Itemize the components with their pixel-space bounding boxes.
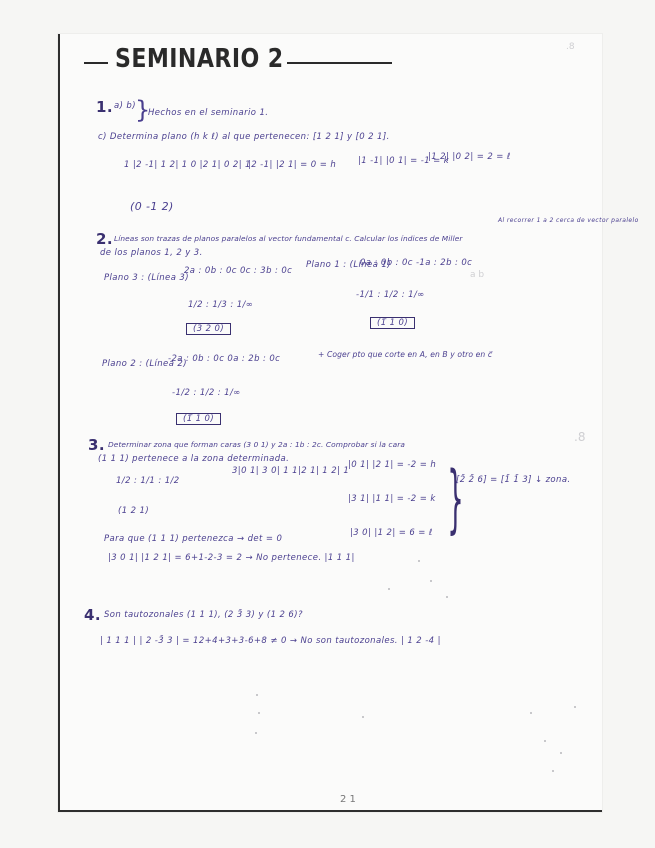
q3-text2: (1 1 1) pertenece a la zona determinada. xyxy=(98,454,290,464)
speckle xyxy=(388,588,390,590)
q3-matrix: 3|0 1| 3 0| 1 1|2 1| 1 2| 1 xyxy=(232,466,350,476)
plano1-answer xyxy=(370,318,415,328)
speckle xyxy=(530,712,532,714)
q3-number: 3. xyxy=(88,436,105,454)
speckle xyxy=(255,732,257,734)
plano1-eq: 0a : 0b : 0c -1a : 2b : 0c xyxy=(360,258,473,268)
notebook-page xyxy=(58,34,602,812)
q4-number: 4. xyxy=(84,606,101,624)
q3-pert-text: Para que (1 1 1) pertenezca → det = 0 xyxy=(104,534,283,544)
q1-matrix: 1 |2 -1| 1 2| 1 0 |2 1| 0 2| 1 xyxy=(124,160,251,170)
q2-text: Líneas son trazas de planos paralelos al vector fundamental c. Calcular los índices de Miller xyxy=(114,234,463,243)
q3-result: [2̄ 2̄ 6] = [1̄ 1̄ 3] ↓ zona. xyxy=(456,475,571,485)
q1-det-k: |1 -1| |0 1| = -1 = k xyxy=(358,156,450,166)
plano3-eq: 2a : 0b : 0c 0c : 3b : 0c xyxy=(184,266,293,276)
page-title: SEMINARIO 2 xyxy=(115,44,284,74)
speckle xyxy=(446,596,448,598)
plano2-frac: -1/2 : 1/2 : 1/∞ xyxy=(172,388,241,398)
q2-number: 2. xyxy=(96,230,113,248)
q3-det1: |0 1| |2 1| = -2 = h xyxy=(348,460,437,470)
q3-vec: (1 2 1) xyxy=(118,506,150,516)
q1-number: 1. xyxy=(96,98,113,116)
q2-note-right: + Coger pto que corte en A, en B y otro en c⃗ xyxy=(318,350,493,359)
q3-brace: } xyxy=(447,456,464,542)
plano1-faint: a b xyxy=(470,270,485,280)
speckle xyxy=(362,716,364,718)
bottom-mark: 2 1 xyxy=(340,794,356,805)
plano1-label: Plano 1 : (Línea 1) xyxy=(306,260,391,270)
q3-text: Determinar zona que forman caras (3 0 1) y 2a : 1b : 2c. Comprobar si la cara xyxy=(108,440,405,449)
plano3-answer-box: (3 2 0) xyxy=(186,323,231,335)
plano2-answer xyxy=(176,414,221,424)
plano3-label: Plano 3 : (Línea 3) xyxy=(104,273,189,283)
speckle xyxy=(560,752,562,754)
title-rule-left xyxy=(84,62,108,64)
q1-det-h: |2 -1| |2 1| = 0 = h xyxy=(248,160,337,170)
plano3-answer xyxy=(186,324,231,334)
plano2-answer-box: (1̄ 1 0) xyxy=(176,413,221,425)
plano2-eq: -2a : 0b : 0c 0a : 2b : 0c xyxy=(168,354,281,364)
speckle xyxy=(430,580,432,582)
speckle xyxy=(552,770,554,772)
q4-text: Son tautozonales (1 1 1), (2 3̄ 3) y (1 2 6)? xyxy=(104,610,303,620)
plano2-label: Plano 2 : (Línea 2) xyxy=(102,359,187,369)
q1-c-text: c) Determina plano (h k ℓ) al que pertenecen: [1 2 1] y [0 2 1]. xyxy=(98,132,390,142)
q4-det: | 1 1 1 | | 2 -3̄ 3 | = 12+4+3+3-6+8 ≠ 0 → No son tautozonales. | 1 2 -4 | xyxy=(100,636,441,646)
title-rule-right xyxy=(287,62,392,64)
q2-note: Al recorrer 1 a 2 cerca de vector paralelo xyxy=(498,217,639,224)
q3-frac: 1/2 : 1/1 : 1/2 xyxy=(116,476,180,486)
q2-text2: de los planos 1, 2 y 3. xyxy=(100,248,203,258)
q3-det-big: |3 0 1| |1 2 1| = 6+1-2-3 = 2 → No pertenece. |1 1 1| xyxy=(108,553,355,563)
q3-det3: |3 0| |1 2| = 6 = ℓ xyxy=(350,528,433,538)
speckle xyxy=(574,706,576,708)
q1-hechos: Hechos en el seminario 1. xyxy=(148,108,269,118)
plano1-frac: -1/1 : 1/2 : 1/∞ xyxy=(356,290,425,300)
q3-det2: |3 1| |1 1| = -2 = k xyxy=(348,494,436,504)
speckle xyxy=(544,740,546,742)
speckle xyxy=(256,694,258,696)
q1-det-l: |1 2| |0 2| = 2 = ℓ xyxy=(428,152,511,162)
q1-ab: a) b) xyxy=(114,101,136,111)
speckle xyxy=(258,712,260,714)
plano3-frac: 1/2 : 1/3 : 1/∞ xyxy=(188,300,254,310)
speckle xyxy=(418,560,420,562)
q1-brace: } xyxy=(135,96,151,124)
q3-corner: .8 xyxy=(574,430,586,444)
plano1-answer-box: (1̄ 1 0) xyxy=(370,317,415,329)
q1-answer: (0 -1 2) xyxy=(130,200,174,213)
corner-mark: .8 xyxy=(566,42,575,52)
